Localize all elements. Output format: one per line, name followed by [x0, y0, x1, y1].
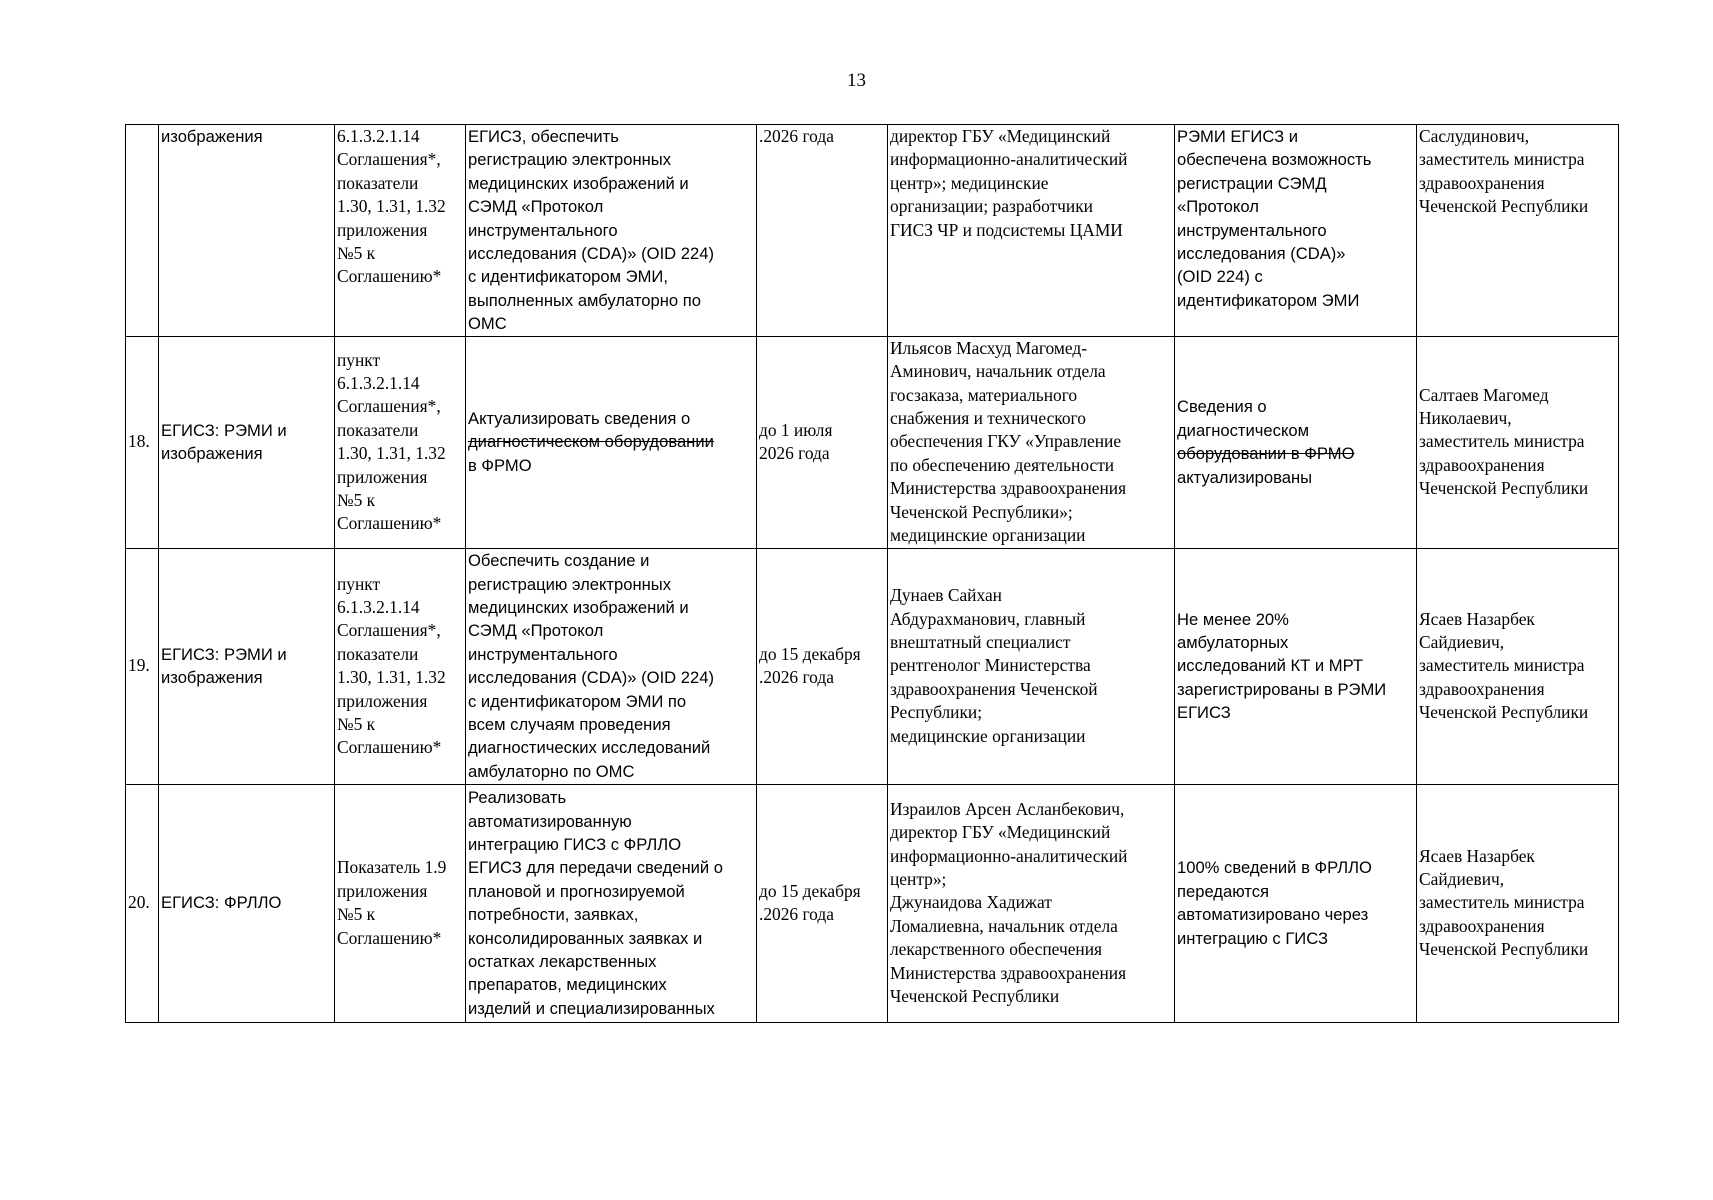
responsible-line: Республики;: [890, 702, 983, 723]
responsible-line: госзаказа, материального: [890, 384, 1078, 405]
task-line: СЭМД «Протокол: [468, 621, 604, 641]
deadline-line: до 15 декабря: [759, 880, 861, 901]
plan-table: [125, 124, 1619, 1023]
curator-line: Николаевич,: [1419, 408, 1512, 429]
row-number-cell: [126, 125, 159, 337]
event-name-cell: [159, 125, 335, 337]
curator-line: Сайдиевич,: [1419, 869, 1505, 890]
task-line: медицинских изображений и: [468, 173, 689, 193]
responsible-line: здравоохранения Чеченской: [890, 678, 1098, 699]
responsible-line: центр»;: [890, 869, 947, 890]
task-line: потребности, заявках,: [468, 905, 639, 925]
basis-line: показатели: [337, 643, 419, 664]
responsible-line: медицинские организации: [890, 525, 1086, 546]
responsible-line: Министерства здравоохранения: [890, 478, 1127, 499]
responsible-line: медицинские организации: [890, 725, 1086, 746]
task-line: ОМС: [468, 314, 507, 334]
deadline-cell: [757, 784, 888, 1022]
task-line: Актуализировать сведения о: [468, 409, 691, 429]
basis-line: Соглашения*,: [337, 149, 441, 170]
responsible-line: ГИСЗ ЧР и подсистемы ЦАМИ: [890, 219, 1123, 240]
responsible-cell: [888, 784, 1175, 1022]
responsible-line: организации; разработчики: [890, 196, 1093, 217]
basis-line: №5 к: [337, 713, 376, 734]
task-line: в ФРМО: [468, 455, 532, 475]
deadline-line: .2026 года: [759, 667, 834, 688]
basis-cell: [335, 125, 466, 337]
responsible-line: обеспечения ГКУ «Управление: [890, 431, 1122, 452]
row-number-cell: 19.: [126, 548, 159, 784]
result-line: автоматизировано через: [1177, 905, 1369, 925]
basis-line: Соглашению*: [337, 266, 442, 287]
deadline-line: до 15 декабря: [759, 643, 861, 664]
result-cell: [1175, 125, 1417, 337]
curator-line: заместитель министра: [1419, 892, 1585, 913]
responsible-line: снабжения и технического: [890, 408, 1086, 429]
task-line: плановой и прогнозируемой: [468, 881, 685, 901]
curator-line: здравоохранения: [1419, 172, 1545, 193]
responsible-line: внештатный специалист: [890, 632, 1071, 653]
basis-line: приложения: [337, 690, 428, 711]
responsible-line: рентгенолог Министерства: [890, 655, 1091, 676]
basis-line: приложения: [337, 880, 428, 901]
result-cell: [1175, 336, 1417, 548]
curator-cell: [1417, 336, 1619, 548]
result-line: (OID 224) с: [1177, 267, 1263, 287]
responsible-line: Ильясов Масхуд Магомед-: [890, 337, 1088, 358]
task-line: исследования (CDA)» (OID 224): [468, 244, 714, 264]
responsible-line: Израилов Арсен Асланбекович,: [890, 798, 1125, 819]
result-line: оборудовании в ФРМО: [1177, 444, 1355, 464]
task-line: интеграцию ГИСЗ с ФРЛЛО: [468, 834, 682, 854]
task-line: регистрацию электронных: [468, 150, 672, 170]
event-name-cell: [159, 784, 335, 1022]
result-line: актуализированы: [1177, 467, 1313, 487]
curator-line: Сайдиевич,: [1419, 632, 1505, 653]
result-line: Не менее 20%: [1177, 609, 1289, 629]
curator-line: Саслудинович,: [1419, 126, 1530, 146]
event-name-line: изображения: [161, 444, 263, 464]
responsible-line: центр»; медицинские: [890, 172, 1049, 193]
task-line: остатках лекарственных: [468, 951, 657, 971]
basis-line: пункт: [337, 573, 381, 594]
result-line: диагностическом: [1177, 420, 1310, 440]
result-line: ЕГИСЗ: [1177, 703, 1231, 723]
basis-line: 1.30, 1.31, 1.32: [337, 196, 446, 217]
task-cell: [466, 548, 757, 784]
task-line: Обеспечить создание и: [468, 551, 650, 571]
result-cell: [1175, 784, 1417, 1022]
event-name-cell: [159, 548, 335, 784]
curator-line: Чеченской Республики: [1419, 702, 1589, 723]
event-name-line: ЕГИСЗ: РЭМИ и: [161, 420, 287, 440]
task-line: СЭМД «Протокол: [468, 197, 604, 217]
event-name-line: ЕГИСЗ: ФРЛЛО: [161, 893, 282, 913]
event-name-line: изображения: [161, 668, 263, 688]
task-line: всем случаям проведения: [468, 714, 671, 734]
curator-line: здравоохранения: [1419, 678, 1545, 699]
basis-line: 1.30, 1.31, 1.32: [337, 667, 446, 688]
task-line: консолидированных заявках и: [468, 928, 703, 948]
deadline-line: 2026 года: [759, 443, 830, 464]
responsible-line: директор ГБУ «Медицинский: [890, 126, 1111, 146]
responsible-line: информационно-аналитический: [890, 845, 1128, 866]
result-cell: [1175, 548, 1417, 784]
basis-line: №5 к: [337, 489, 376, 510]
task-line: амбулаторно по ОМС: [468, 761, 635, 781]
basis-line: приложения: [337, 466, 428, 487]
basis-cell: [335, 336, 466, 548]
responsible-line: информационно-аналитический: [890, 149, 1128, 170]
curator-line: заместитель министра: [1419, 655, 1585, 676]
responsible-line: Абдурахманович, главный: [890, 608, 1086, 629]
responsible-line: Аминович, начальник отдела: [890, 361, 1106, 382]
task-cell: [466, 784, 757, 1022]
task-line: инструментального: [468, 220, 618, 240]
responsible-line: директор ГБУ «Медицинский: [890, 822, 1111, 843]
event-name-line: ЕГИСЗ: РЭМИ и: [161, 644, 287, 664]
basis-line: показатели: [337, 419, 419, 440]
responsible-line: Чеченской Республики»;: [890, 501, 1073, 522]
result-line: идентификатором ЭМИ: [1177, 290, 1360, 310]
result-line: амбулаторных: [1177, 633, 1289, 653]
curator-line: Чеченской Республики: [1419, 478, 1589, 499]
basis-line: №5 к: [337, 243, 376, 264]
table-row: [126, 336, 1619, 548]
task-cell: [466, 125, 757, 337]
curator-line: Ясаев Назарбек: [1419, 608, 1535, 629]
curator-line: здравоохранения: [1419, 915, 1545, 936]
result-line: зарегистрированы в РЭМИ: [1177, 679, 1387, 699]
basis-cell: [335, 548, 466, 784]
responsible-line: Джунаидова Хадижат: [890, 892, 1052, 913]
event-name-cell: [159, 336, 335, 548]
result-line: интеграцию с ГИСЗ: [1177, 928, 1329, 948]
page-number: 13: [847, 70, 866, 91]
curator-line: заместитель министра: [1419, 431, 1585, 452]
table-row: [126, 784, 1619, 1022]
deadline-cell: [757, 548, 888, 784]
result-line: регистрации СЭМД: [1177, 173, 1327, 193]
task-line: диагностическом оборудовании: [468, 432, 714, 452]
curator-line: здравоохранения: [1419, 454, 1545, 475]
responsible-cell: [888, 125, 1175, 337]
basis-line: 1.30, 1.31, 1.32: [337, 443, 446, 464]
deadline-line: до 1 июля: [759, 419, 833, 440]
basis-line: 6.1.3.2.1.14: [337, 596, 420, 617]
result-line: «Протокол: [1177, 197, 1259, 217]
basis-line: №5 к: [337, 904, 376, 925]
task-line: с идентификатором ЭМИ по: [468, 691, 687, 711]
responsible-line: Чеченской Республики: [890, 986, 1060, 1007]
row-number-cell: 18.: [126, 336, 159, 548]
result-line: Сведения о: [1177, 397, 1267, 417]
result-line: РЭМИ ЕГИСЗ и: [1177, 127, 1299, 146]
deadline-cell: [757, 125, 888, 337]
task-line: выполненных амбулаторно по: [468, 290, 701, 310]
curator-line: Чеченской Республики: [1419, 939, 1589, 960]
basis-line: Соглашению*: [337, 513, 442, 534]
task-line: автоматизированную: [468, 811, 632, 831]
basis-line: Соглашения*,: [337, 396, 441, 417]
result-line: обеспечена возможность: [1177, 150, 1372, 170]
task-line: ЕГИСЗ для передачи сведений о: [468, 858, 723, 878]
task-line: Реализовать: [468, 788, 567, 808]
curator-line: Ясаев Назарбек: [1419, 845, 1535, 866]
table-row: [126, 125, 1619, 337]
task-line: препаратов, медицинских: [468, 975, 667, 995]
basis-cell: [335, 784, 466, 1022]
basis-line: Показатель 1.9: [337, 857, 447, 878]
result-line: исследования (CDA)»: [1177, 244, 1346, 264]
task-cell: [466, 336, 757, 548]
basis-line: 6.1.3.2.1.14: [337, 372, 420, 393]
deadline-line: .2026 года: [759, 126, 834, 146]
responsible-line: Дунаев Сайхан: [890, 585, 1002, 606]
curator-cell: [1417, 784, 1619, 1022]
task-line: ЕГИСЗ, обеспечить: [468, 127, 619, 146]
basis-line: показатели: [337, 172, 419, 193]
basis-line: Соглашению*: [337, 927, 442, 948]
result-line: инструментального: [1177, 220, 1327, 240]
responsible-line: Ломалиевна, начальник отдела: [890, 915, 1118, 936]
curator-line: Чеченской Республики: [1419, 196, 1589, 217]
basis-line: Соглашения*,: [337, 620, 441, 641]
curator-line: заместитель министра: [1419, 149, 1585, 170]
basis-line: 6.1.3.2.1.14: [337, 126, 420, 146]
responsible-line: лекарственного обеспечения: [890, 939, 1103, 960]
curator-cell: [1417, 548, 1619, 784]
basis-line: приложения: [337, 219, 428, 240]
result-line: 100% сведений в ФРЛЛО: [1177, 858, 1372, 878]
event-name-line: изображения: [161, 127, 263, 146]
task-line: диагностических исследований: [468, 738, 711, 758]
curator-cell: [1417, 125, 1619, 337]
responsible-line: Министерства здравоохранения: [890, 962, 1127, 983]
deadline-cell: [757, 336, 888, 548]
responsible-line: по обеспечению деятельности: [890, 454, 1115, 475]
task-line: медицинских изображений и: [468, 597, 689, 617]
task-line: регистрацию электронных: [468, 574, 672, 594]
row-number-cell: 20.: [126, 784, 159, 1022]
responsible-cell: [888, 548, 1175, 784]
basis-line: пункт: [337, 349, 381, 370]
task-line: изделий и специализированных: [468, 998, 715, 1018]
curator-line: Салтаев Магомед: [1419, 384, 1549, 405]
task-line: с идентификатором ЭМИ,: [468, 267, 668, 287]
table-row: [126, 548, 1619, 784]
result-line: передаются: [1177, 881, 1269, 901]
table-body: [126, 125, 1619, 1023]
basis-line: Соглашению*: [337, 737, 442, 758]
task-line: инструментального: [468, 644, 618, 664]
deadline-line: .2026 года: [759, 904, 834, 925]
task-line: исследования (CDA)» (OID 224): [468, 668, 714, 688]
responsible-cell: [888, 336, 1175, 548]
result-line: исследований КТ и МРТ: [1177, 656, 1364, 676]
